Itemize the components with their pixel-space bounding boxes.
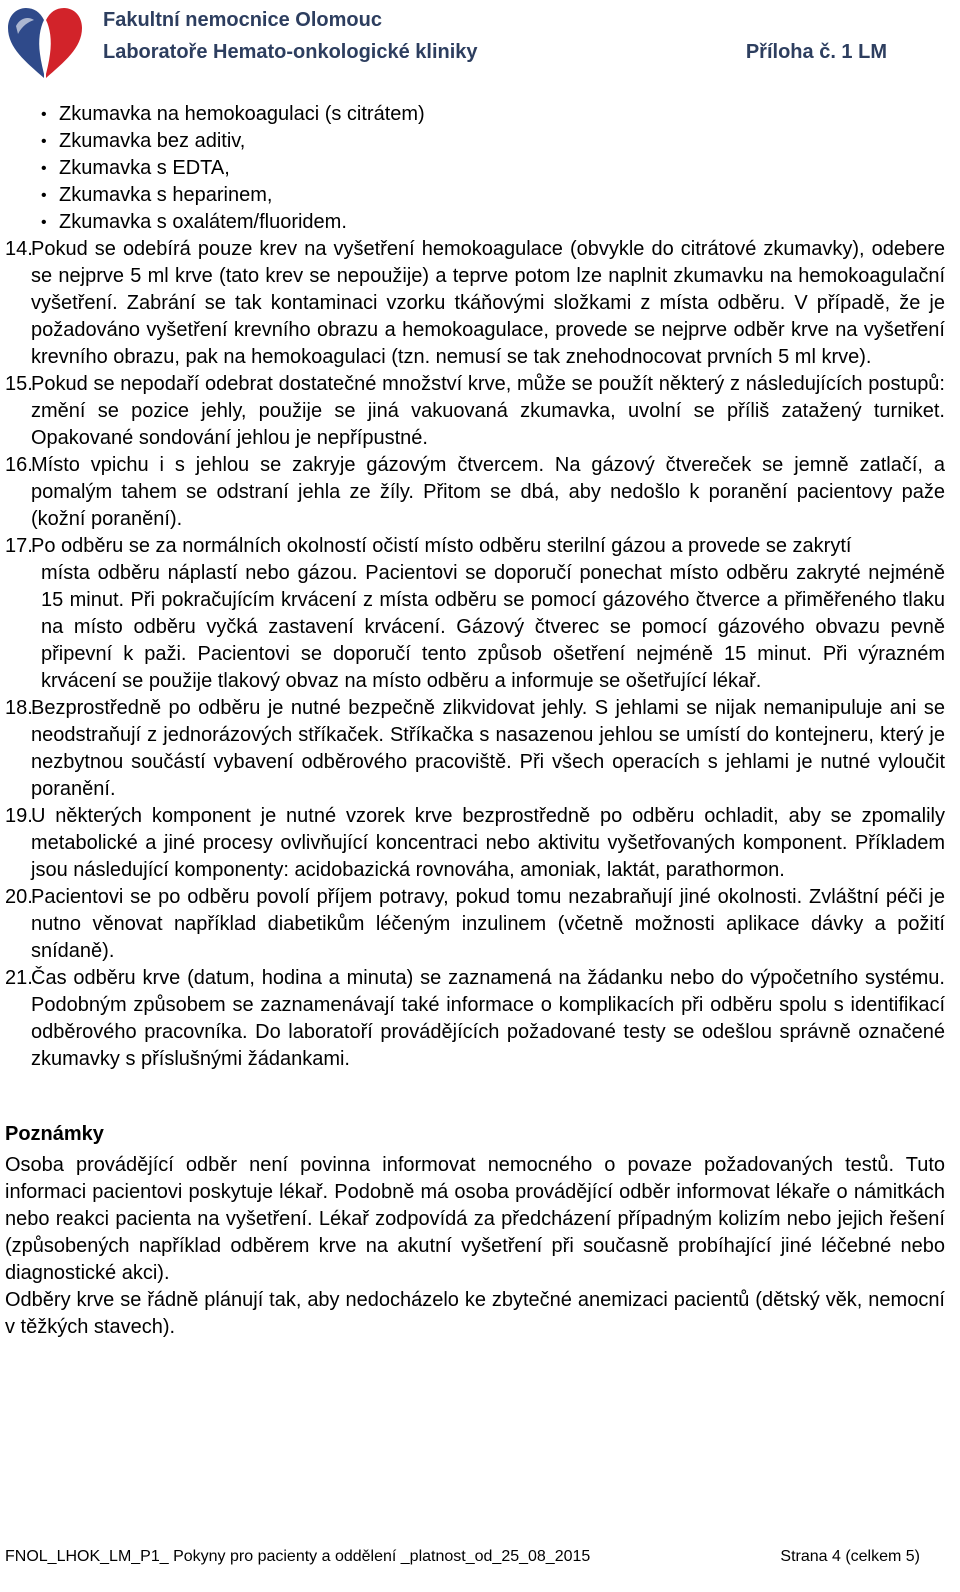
step-text: Čas odběru krve (datum, hodina a minuta) se zaznamená na žádanku nebo do výpočetního systému. Podobným způsobem se zaznamenávají také informace o komplikacích při odběru spolu s identifikací odběrového pracovníka. Do laboratoří provádějících požadované testy se odešlou správně označené zkumavky s příslušnými žádankami.	[31, 967, 945, 1070]
step-text: Pokud se nepodaří odebrat dostatečné množství krve, může se použít některý z následujících postupů: změní se pozice jehly, použije se jiná vakuovaná zkumavka, uvolní se příliš zatažený turniket. Opakované sondování jehlou je nepřípustné.	[31, 373, 945, 449]
hospital-name: Fakultní nemocnice Olomouc	[103, 9, 382, 31]
step-number: 16.	[5, 454, 33, 476]
procedure-steps	[5, 236, 945, 1073]
document-body	[5, 101, 945, 1341]
laboratory-name: Laboratoře Hemato-onkologické kliniky	[103, 41, 478, 63]
tube-list	[5, 101, 945, 236]
list-item: • Zkumavka bez aditiv,	[41, 128, 945, 155]
step-21	[5, 965, 945, 1073]
step-number: 20.	[5, 886, 33, 908]
step-text: Pokud se odebírá pouze krev na vyšetření hemokoagulace (obvykle do citrátové zkumavky), odebere se nejprve 5 ml krve (tato krev se nepoužije) a teprve potom lze naplnit zkumavku na hemokoagulační vyšetření. Zabrání se tak kontaminaci vzorku tkáňovými složkami z místa odběru. V případě, že je požadováno vyšetření krevního obrazu a hemokoagulace, provede se nejprve odběr krve na vyšetření krevního obrazu, pak na hemokoagulaci (tzn. nemusí se tak znehodnocovat prvních 5 ml krve).	[31, 238, 945, 368]
step-20	[5, 884, 945, 965]
step-18	[5, 695, 945, 803]
page-number: Strana 4 (celkem 5)	[780, 1548, 920, 1565]
step-text: Pacientovi se po odběru povolí příjem potravy, pokud tomu nezabraňují jiné okolnosti. Zvláštní péči je nutno věnovat například diabetikům léčeným inzulinem (včetně možnosti aplikace dávky a požití snídaně).	[31, 886, 945, 962]
step-17	[5, 533, 945, 695]
step-number: 19.	[5, 805, 33, 827]
step-19	[5, 803, 945, 884]
notes-paragraph: Odběry krve se řádně plánují tak, aby nedocházelo ke zbytečné anemizaci pacientů (dětský věk, nemocní v těžkých stavech).	[5, 1289, 945, 1338]
list-item: • Zkumavka s EDTA,	[41, 155, 945, 182]
step-number: 21.	[5, 967, 33, 989]
hospital-heart-logo-icon	[4, 4, 86, 80]
step-text-continued: místa odběru náplastí nebo gázou. Pacientovi se doporučí ponechat místo odběru zakryté nejméně 15 minut. Při pokračujícím krvácení z místa odběru se pomocí gázového čtverce a přiměřeného tlaku na místo odběru vyčká zastavení krvácení. Gázový čtverec se pomocí gázového obvazu pevně připevní k paži. Pacientovi se doporučí tento způsob ošetření nejméně 15 minut. Při výrazném krvácení se použije tlakový obvaz na místo odběru a informuje se ošetřující lékař.	[41, 562, 945, 692]
list-item: • Zkumavka na hemokoagulaci (s citrátem)	[41, 101, 945, 128]
list-item: • Zkumavka s heparinem,	[41, 182, 945, 209]
list-item: • Zkumavka s oxalátem/fluoridem.	[41, 209, 945, 236]
step-text: U některých komponent je nutné vzorek krve bezprostředně po odběru ochladit, aby se zpomalily metabolické a jiné procesy ovlivňující koncentraci nebo aktivitu vyšetřovaných komponent. Příkladem jsou následující komponenty: acidobazická rovnováha, amoniak, laktát, parathormon.	[31, 805, 945, 881]
appendix-label: Příloha č. 1 LM	[745, 41, 887, 63]
step-14	[5, 236, 945, 371]
step-number: 18.	[5, 697, 33, 719]
document-id: FNOL_LHOK_LM_P1_ Pokyny pro pacienty a oddělení _platnost_od_25_08_2015	[5, 1548, 591, 1565]
step-text: Bezprostředně po odběru je nutné bezpečně zlikvidovat jehly. S jehlami se nijak nemanipuluje ani se neodstraňují z jednorázových stříkaček. Stříkačka s nasazenou jehlou se umístí do kontejneru, který je nezbytnou součástí vybavení odběrového pracoviště. Při všech operacích s jehlami je nutné vyloučit poranění.	[31, 697, 945, 800]
notes-heading: Poznámky	[5, 1123, 104, 1145]
step-16	[5, 452, 945, 533]
step-text: Místo vpichu i s jehlou se zakryje gázovým čtvercem. Na gázový čtvereček se jemně zatlačí, a pomalým tahem se odstraní jehla ze žíly. Přitom se dbá, aby nedošlo k poranění pacientovy paže (kožní poranění).	[31, 454, 945, 530]
notes-paragraph: Osoba provádějící odběr není povinna informovat nemocného o povaze požadovaných testů. Tuto informaci pacientovi poskytuje lékař. Podobně má osoba provádějící odběr informovat lékaře o námitkách nebo reakci pacienta na vyšetření. Lékař zodpovídá za předcházení případným kolizím nebo jejich řešení (způsobených například odběrem krve na akutní vyšetření při současně probíhající jiné léčebné nebo diagnostické akci).	[5, 1154, 945, 1284]
step-number: 14.	[5, 238, 33, 260]
step-text: Po odběru se za normálních okolností očistí místo odběru sterilní gázou a provede se zakrytí	[31, 535, 852, 557]
step-number: 15.	[5, 373, 33, 395]
step-number: 17.	[5, 535, 33, 557]
page-header	[0, 0, 960, 90]
step-15	[5, 371, 945, 452]
